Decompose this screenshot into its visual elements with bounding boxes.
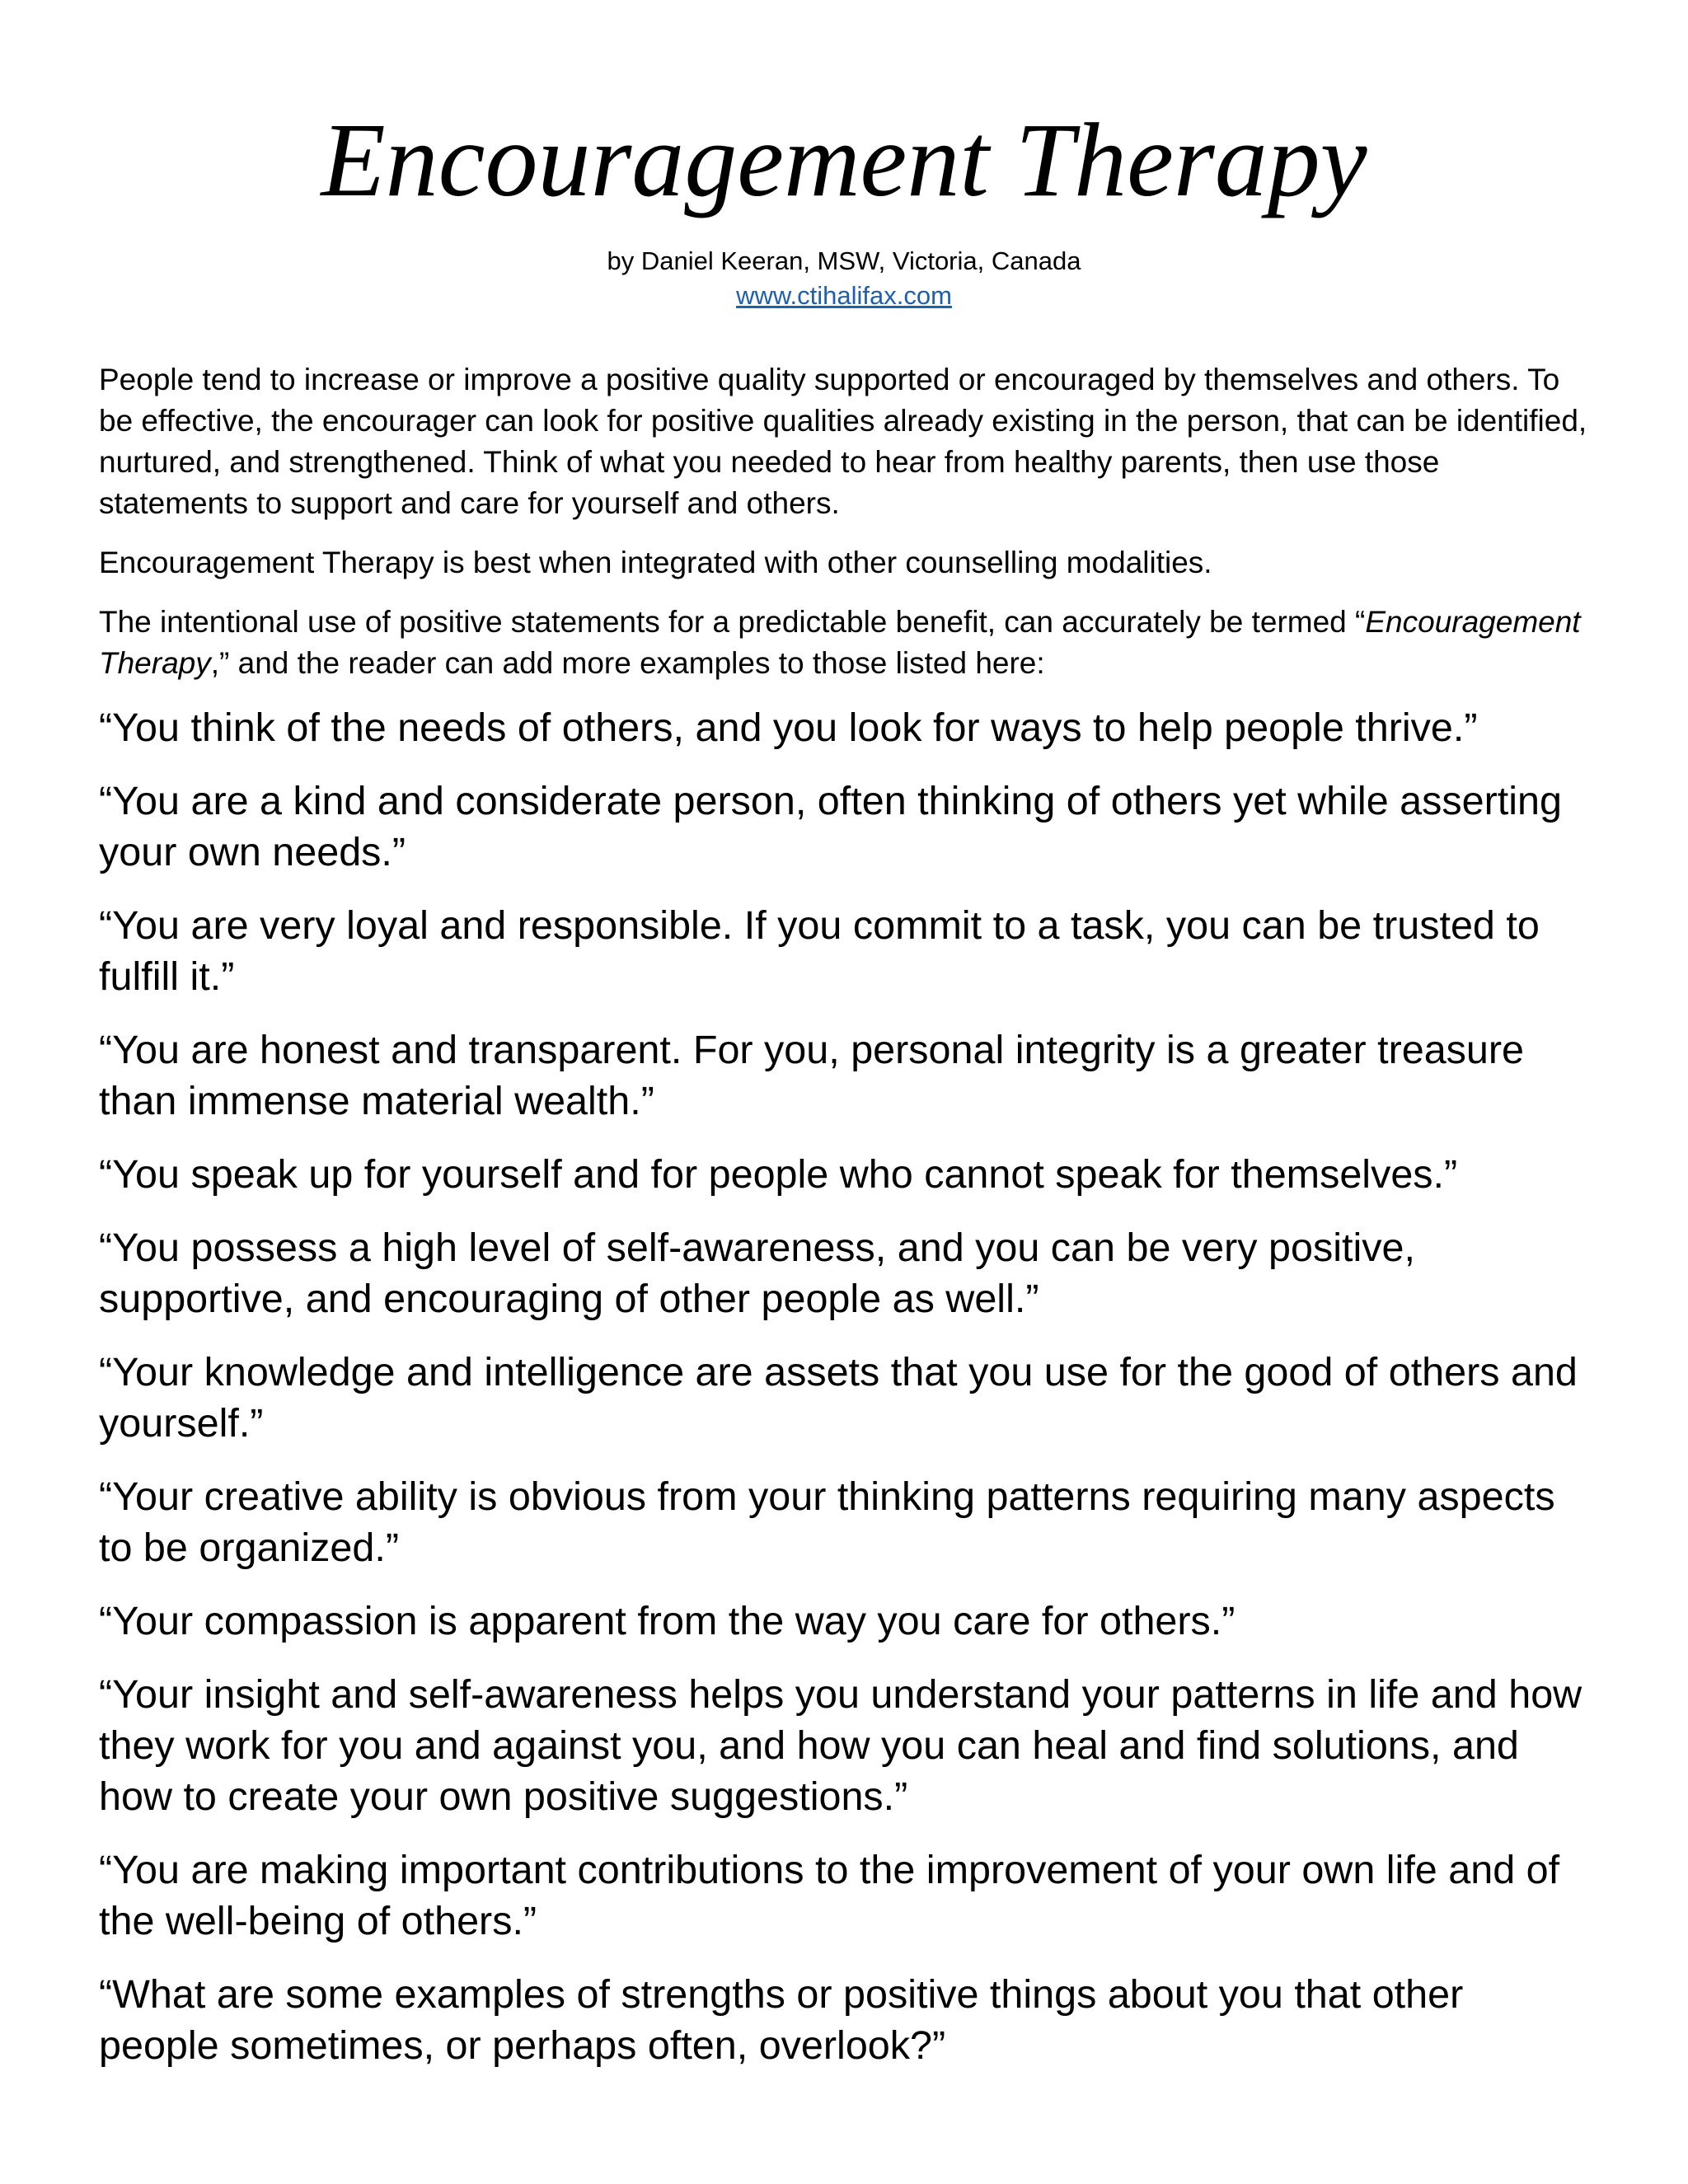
intro-paragraph-3 (99, 602, 1589, 684)
statement: “You speak up for yourself and for people who cannot speak for themselves.” (99, 1152, 1458, 1197)
intro-section (99, 359, 1589, 684)
website-link[interactable]: www.ctihalifax.com (736, 281, 952, 310)
statement: “You are very loyal and responsible. If you commit to a task, you can be trusted to fulfill it.” (99, 903, 1540, 999)
intro-paragraph-2: Encouragement Therapy is best when integrated with other counselling modalities. (99, 546, 1212, 579)
statement: “You possess a high level of self-awareness, and you can be very positive, supportive, and encouraging of other people as well.” (99, 1226, 1415, 1321)
statement: “You are honest and transparent. For you, personal integrity is a greater treasure than immense material wealth.” (99, 1028, 1525, 1123)
encouragement-statements (99, 702, 1589, 2071)
document-title: Encouragement Therapy (321, 101, 1367, 218)
statement: “What are some examples of strengths or positive things about you that other people sometimes, or perhaps often, overlook?” (99, 1972, 1464, 2068)
statement: “Your knowledge and intelligence are assets that you use for the good of others and yourself.” (99, 1350, 1578, 1446)
intro-paragraph-3-after: ,” and the reader can add more examples to those listed here: (210, 646, 1045, 680)
statement: “You are making important contributions to the improvement of your own life and of the well-being of others.” (99, 1848, 1560, 1943)
intro-paragraph-3-before: The intentional use of positive statements for a predictable benefit, can accurately be termed “ (99, 605, 1366, 639)
author-byline: by Daniel Keeran, MSW, Victoria, Canada (607, 246, 1081, 275)
statement: “You think of the needs of others, and you look for ways to help people thrive.” (99, 705, 1478, 750)
statement: “Your compassion is apparent from the way you care for others.” (99, 1599, 1236, 1643)
intro-paragraph-3-emphasis: Encouragement Therapy (99, 605, 1581, 680)
statement: “Your insight and self-awareness helps you understand your patterns in life and how they work for you and against you, and how you can heal and find solutions, and how to create your own positive suggestions.” (99, 1672, 1582, 1819)
statement: “You are a kind and considerate person, often thinking of others yet while asserting your own needs.” (99, 779, 1562, 874)
statement: “Your creative ability is obvious from your thinking patterns requiring many aspects to be organized.” (99, 1474, 1555, 1570)
intro-paragraph-1: People tend to increase or improve a positive quality supported or encouraged by themselves and others. To be effective, the encourager can look for positive qualities already existing in the person, that can be identified, nurtured, and strengthened. Think of what you needed to hear from healthy parents, then use those statements to support and care for yourself and others. (99, 363, 1587, 520)
